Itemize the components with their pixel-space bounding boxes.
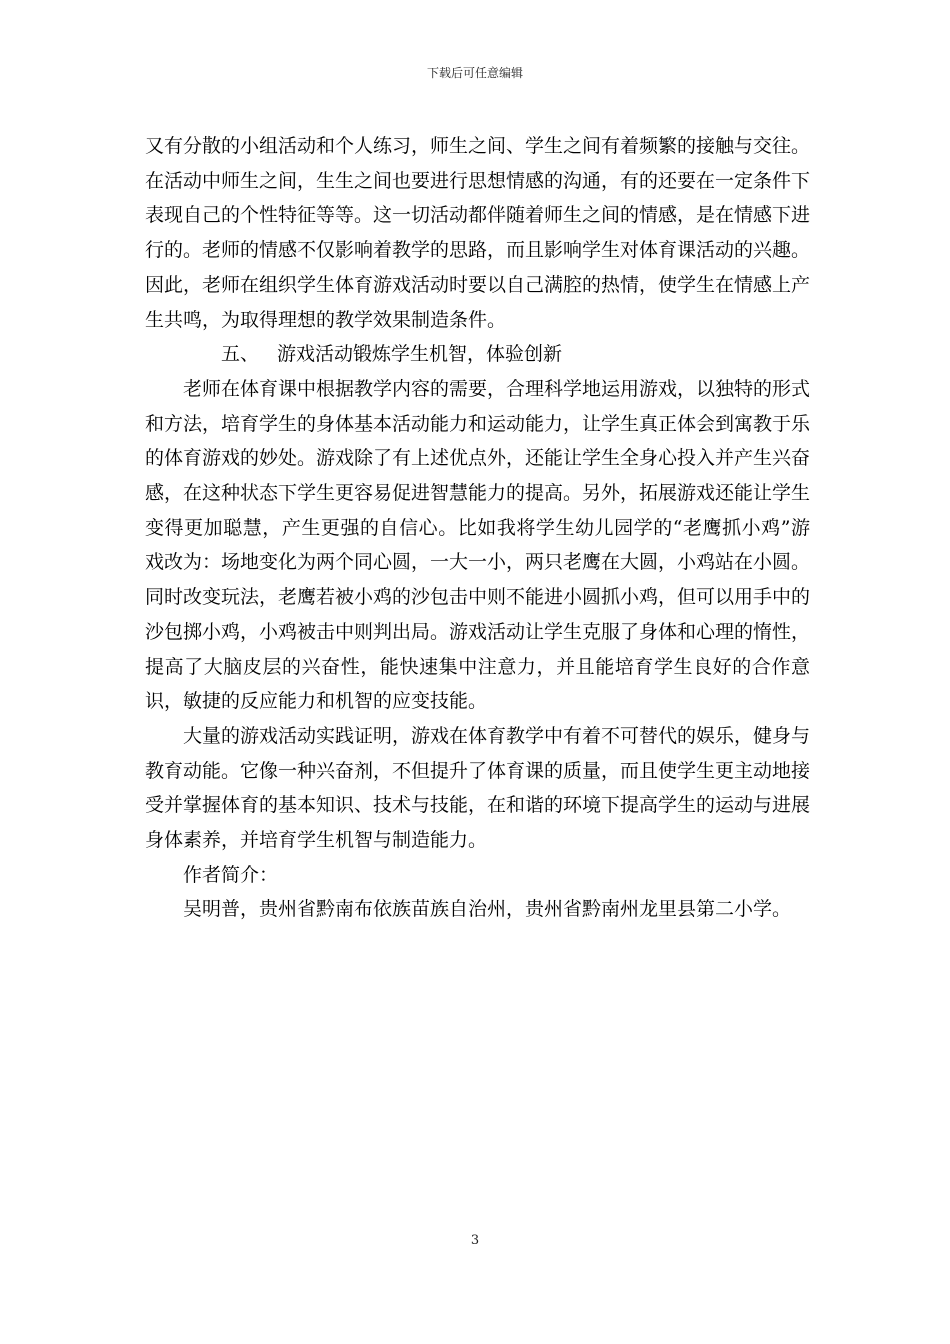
- paragraph-game-activity: 老师在体育课中根据教学内容的需要，合理科学地运用游戏，以独特的形式和方法，培育学生的身体基本活动能力和运动能力，让学生真正体会到寓教于乐的体育游戏的妙处。游戏除了有上述优点外，还能让学生全身心投入并产生兴奋感，在这种状态下学生更容易促进智慧能力的提高。另外，拓展游戏还能让学生变得更加聪慧，产生更强的自信心。比如我将学生幼儿园学的“老鹰抓小鸡”游戏改为：场地变化为两个同心圆，一大一小，两只老鹰在大圆，小鸡站在小圆。同时改变玩法，老鹰若被小鸡的沙包击中则不能进小圆抓小鸡，但可以用手中的沙包掷小鸡，小鸡被击中则判出局。游戏活动让学生克服了身体和心理的惰性，提高了大脑皮层的兴奋性，能快速集中注意力，并且能培育学生良好的合作意识，敏捷的反应能力和机智的应变技能。: [145, 377, 811, 713]
- paragraph-conclusion: 大量的游戏活动实践证明，游戏在体育教学中有着不可替代的娱乐，健身与教育动能。它像一种兴奋剂，不但提升了体育课的质量，而且使学生更主动地接受并掌握体育的基本知识、技术与技能，在和谐的环境下提高学生的运动与进展身体素养，并培育学生机智与制造能力。: [145, 724, 811, 852]
- paragraph-continuation: 又有分散的小组活动和个人练习，师生之间、学生之间有着频繁的接触与交往。在活动中师生之间，生生之间也要进行思想情感的沟通，有的还要在一定条件下表现自己的个性特征等等。这一切活动都伴随着师生之间的情感，是在情感下进行的。老师的情感不仅影响着教学的思路，而且影响学生对体育课活动的兴趣。因此，老师在组织学生体育游戏活动时要以自己满腔的热情，使学生在情感上产生共鸣，为取得理想的教学效果制造条件。: [145, 135, 811, 331]
- section-number: 五、: [221, 343, 260, 366]
- document-body: [145, 129, 810, 927]
- page-header: 下载后可任意编辑: [426, 66, 523, 80]
- author-info: 吴明普，贵州省黔南布依族苗族自治州，贵州省黔南州龙里县第二小学。: [183, 898, 792, 921]
- author-label: 作者简介：: [183, 863, 279, 886]
- section-heading: [145, 337, 810, 372]
- page-number: 3: [470, 1233, 480, 1248]
- section-title: 游戏活动锻炼学生机智，体验创新: [277, 343, 563, 366]
